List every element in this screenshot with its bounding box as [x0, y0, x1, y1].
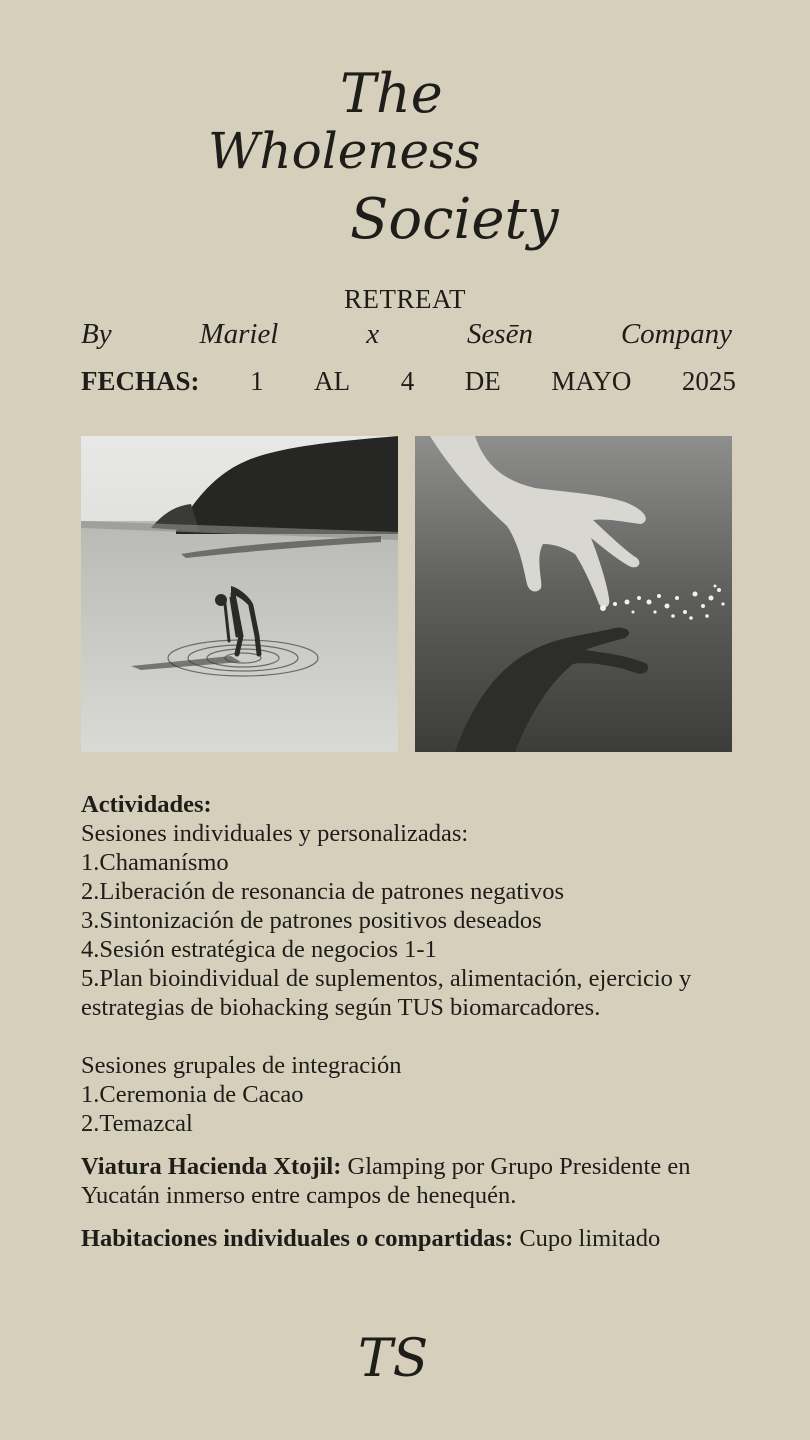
rooms-label: Habitaciones individuales o compartidas:	[81, 1225, 514, 1252]
byline-word: Company	[620, 318, 732, 350]
list-text: Plan bioindividual de suplementos, alimentación, ejercicio y estrategias de biohacking según TUS biomarcadores.	[81, 965, 692, 1021]
byline	[81, 318, 732, 351]
list-number: 1.	[81, 1081, 100, 1108]
list-item	[81, 906, 731, 935]
date-part: DE	[464, 366, 501, 396]
list-number: 5.	[81, 965, 100, 992]
group-sessions-intro: Sesiones grupales de integración	[81, 1052, 402, 1079]
byline-word: Mariel	[199, 318, 279, 350]
list-item	[81, 1080, 731, 1109]
retreat-details	[81, 790, 731, 1253]
rooms-info	[81, 1224, 731, 1253]
list-item	[81, 877, 731, 906]
list-text: Chamanísmo	[99, 849, 229, 876]
event-dates	[81, 366, 736, 397]
byline-word: x	[366, 318, 380, 350]
venue-text: Glamping por Grupo Presidente en Yucatán inmerso entre campos de henequén.	[81, 1153, 691, 1209]
dates-label: FECHAS:	[81, 366, 200, 396]
date-part: MAYO	[551, 366, 632, 396]
venue-info	[81, 1152, 731, 1210]
list-number: 1.	[81, 849, 100, 876]
list-text: Ceremonia de Cacao	[99, 1081, 304, 1108]
list-text: Sesión estratégica de negocios 1-1	[99, 936, 437, 963]
monogram-logo	[352, 1322, 458, 1392]
list-item	[81, 935, 731, 964]
activities-heading: Actividades:	[81, 791, 212, 818]
logo-line-2: Wholeness	[208, 122, 481, 180]
beach-photo	[81, 436, 398, 752]
list-number: 2.	[81, 878, 100, 905]
hands-photo	[415, 436, 732, 752]
list-number: 2.	[81, 1110, 100, 1137]
monogram-text: TS	[358, 1329, 429, 1389]
list-text: Liberación de resonancia de patrones negativos	[99, 878, 565, 905]
list-item	[81, 964, 731, 1022]
list-item	[81, 1109, 731, 1138]
byline-word: Sesēn	[466, 318, 533, 350]
list-text: Temazcal	[99, 1110, 193, 1137]
list-item	[81, 848, 731, 877]
logo-line-3: Society	[350, 187, 559, 252]
date-part: 2025	[681, 366, 736, 396]
retreat-subtitle: RETREAT	[344, 284, 466, 314]
date-part: AL	[314, 366, 351, 396]
date-part: 4	[400, 366, 415, 396]
date-part: 1	[250, 366, 264, 396]
list-number: 3.	[81, 907, 100, 934]
list-number: 4.	[81, 936, 100, 963]
logo-line-1: The	[340, 62, 443, 125]
venue-label: Viatura Hacienda Xtojil:	[81, 1153, 342, 1180]
individual-sessions-intro: Sesiones individuales y personalizadas:	[81, 820, 469, 847]
rooms-text: Cupo limitado	[519, 1225, 661, 1252]
brand-logo	[200, 50, 610, 255]
list-text: Sintonización de patrones positivos deseados	[99, 907, 542, 934]
byline-word: By	[81, 318, 112, 350]
